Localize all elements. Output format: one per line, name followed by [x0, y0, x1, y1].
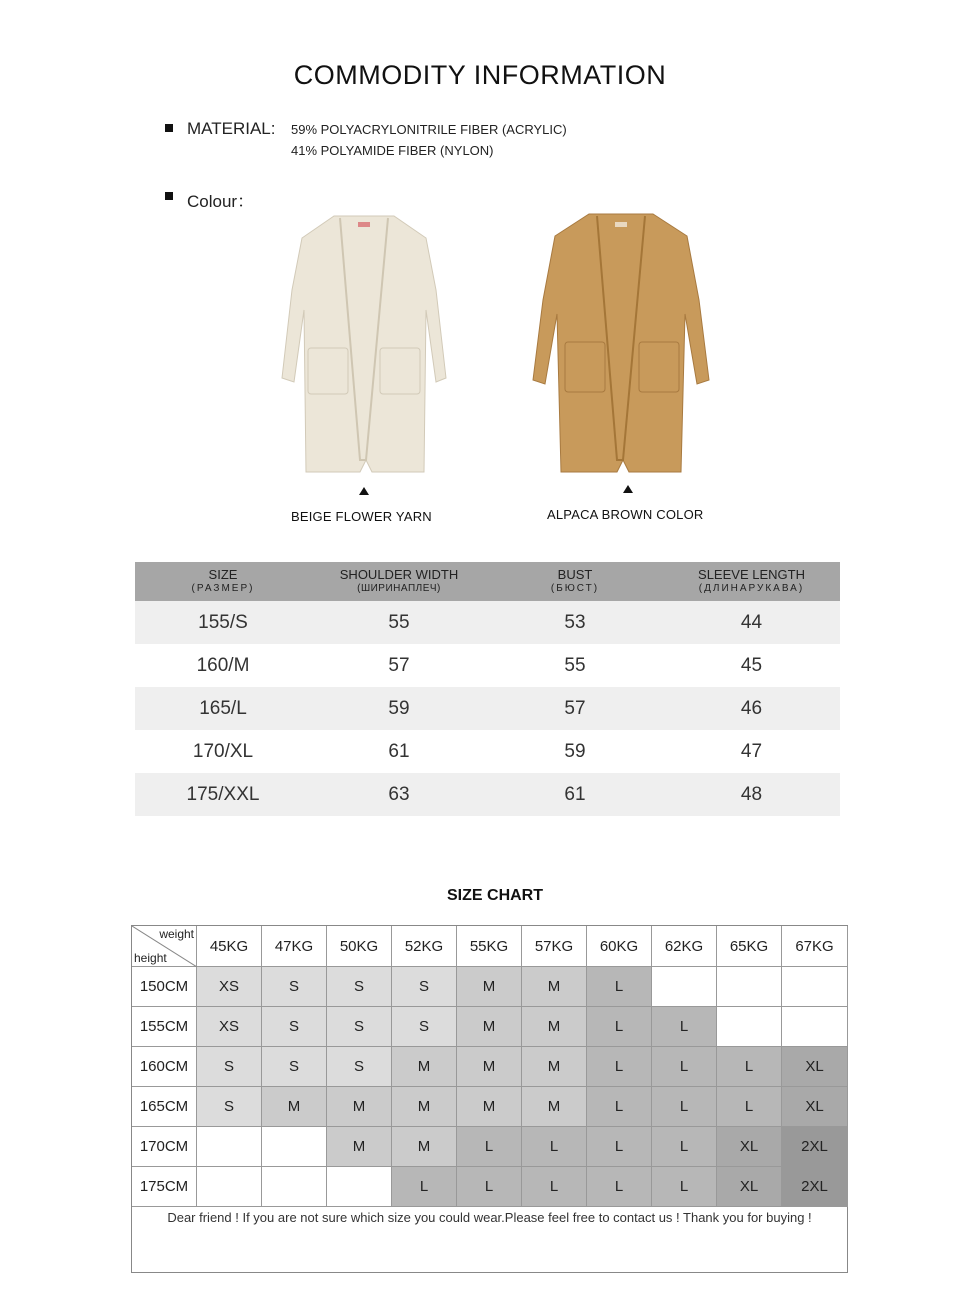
header-shoulder [311, 562, 487, 601]
size-cell: L [587, 1007, 652, 1047]
size-cell: L [457, 1127, 522, 1167]
colour-label: Colour： [187, 192, 255, 211]
header-bust-label: BUST [557, 567, 593, 582]
size-cell: XS [197, 967, 262, 1007]
weight-header: 50KG [327, 926, 392, 967]
size-cell: M [457, 967, 522, 1007]
size-cell [652, 967, 717, 1007]
header-size-sub: (РАЗМЕР) [191, 583, 255, 594]
height-header: 155CM [132, 1007, 197, 1047]
corner-cell [132, 926, 197, 967]
table-row [135, 644, 840, 687]
size-cell [782, 967, 848, 1007]
size-cell: XL [782, 1047, 848, 1087]
beige-cardigan-shape [282, 216, 446, 472]
size-cell: L [717, 1087, 782, 1127]
size-cell: L [587, 1127, 652, 1167]
size-cell: L [457, 1167, 522, 1207]
corner-height-label: height [134, 951, 167, 965]
weight-header: 55KG [457, 926, 522, 967]
size-cell: XL [717, 1127, 782, 1167]
size-cell: L [522, 1127, 587, 1167]
material-line-1: 59% POLYACRYLONITRILE FIBER (ACRYLIC) [291, 122, 567, 137]
table-row [135, 773, 840, 816]
brown-pointer-icon [623, 485, 633, 493]
weight-header: 57KG [522, 926, 587, 967]
shoulder-cell: 61 [388, 740, 410, 762]
size-cell: M [522, 1007, 587, 1047]
size-cell: S [327, 1007, 392, 1047]
header-bust-sub: (БЮСТ) [550, 583, 600, 594]
size-cell: L [652, 1127, 717, 1167]
size-cell: L [587, 1087, 652, 1127]
weight-header: 60KG [587, 926, 652, 967]
size-cell: M [457, 1047, 522, 1087]
header-sleeve [663, 562, 840, 601]
size-cell [717, 1007, 782, 1047]
size-cell: M [457, 1007, 522, 1047]
height-header: 170CM [132, 1127, 197, 1167]
size-cell: S [327, 1047, 392, 1087]
size-cell: 160/M [196, 654, 250, 676]
size-cell: M [457, 1087, 522, 1127]
size-cell: S [262, 967, 327, 1007]
size-cell: L [652, 1087, 717, 1127]
size-cell: L [587, 1047, 652, 1087]
height-header: 175CM [132, 1167, 197, 1207]
size-cell [262, 1167, 327, 1207]
shoulder-cell: 59 [388, 697, 410, 719]
size-cell: XL [717, 1167, 782, 1207]
shoulder-cell: 63 [388, 783, 410, 805]
weight-header: 65KG [717, 926, 782, 967]
header-bust [487, 562, 663, 601]
header-size [135, 562, 311, 601]
size-cell: S [197, 1047, 262, 1087]
brown-caption: ALPACA BROWN COLOR [547, 507, 704, 522]
weight-header: 62KG [652, 926, 717, 967]
size-cell: XL [782, 1087, 848, 1127]
table-row [135, 601, 840, 644]
size-cell [327, 1167, 392, 1207]
size-cell: S [392, 967, 457, 1007]
size-cell: M [262, 1087, 327, 1127]
size-cell: L [587, 1167, 652, 1207]
bust-cell: 59 [564, 740, 586, 762]
sleeve-cell: 44 [740, 611, 763, 633]
size-cell: L [652, 1007, 717, 1047]
size-cell: L [587, 967, 652, 1007]
sleeve-cell: 45 [740, 654, 763, 676]
size-cell: 2XL [782, 1127, 848, 1167]
weight-header: 47KG [262, 926, 327, 967]
size-cell: L [717, 1047, 782, 1087]
size-cell [717, 967, 782, 1007]
size-cell: 165/L [199, 697, 247, 719]
size-cell: M [522, 967, 587, 1007]
table-row [135, 687, 840, 730]
table-row [135, 730, 840, 773]
weight-header: 45KG [197, 926, 262, 967]
sleeve-cell: 47 [740, 740, 763, 762]
sleeve-cell: 46 [740, 697, 763, 719]
shoulder-cell: 55 [388, 611, 410, 633]
size-cell: S [197, 1087, 262, 1127]
bust-cell: 53 [564, 611, 586, 633]
size-cell [197, 1127, 262, 1167]
contact-note: Dear friend ! If you are not sure which size you could wear.Please feel free to contact us ! Thank you for buying ! [167, 1210, 812, 1225]
header-shoulder-label: SHOULDER WIDTH [339, 567, 459, 582]
size-cell: S [262, 1047, 327, 1087]
size-cell: S [392, 1007, 457, 1047]
size-cell: L [652, 1047, 717, 1087]
size-cell [782, 1007, 848, 1047]
size-cell: XS [197, 1007, 262, 1047]
size-cell [262, 1127, 327, 1167]
height-header: 165CM [132, 1087, 197, 1127]
weight-header: 67KG [782, 926, 848, 967]
colour-bullet [165, 192, 173, 200]
size-cell: L [522, 1167, 587, 1207]
height-header: 160CM [132, 1047, 197, 1087]
size-cell: S [262, 1007, 327, 1047]
bust-cell: 61 [564, 783, 586, 805]
size-cell [197, 1167, 262, 1207]
beige-caption: BEIGE FLOWER YARN [291, 509, 432, 524]
page-title: COMMODITY INFORMATION [293, 60, 667, 90]
bust-cell: 55 [564, 654, 586, 676]
size-cell: M [327, 1127, 392, 1167]
beige-cardigan-image [276, 210, 452, 478]
size-chart-title: SIZE CHART [447, 887, 543, 904]
shoulder-cell: 57 [388, 654, 410, 676]
size-cell: L [652, 1167, 717, 1207]
size-cell: M [522, 1087, 587, 1127]
header-size-label: SIZE [208, 567, 238, 582]
size-cell: 175/XXL [186, 783, 260, 805]
corner-weight-label: weight [159, 927, 194, 941]
size-chart-grid [131, 925, 848, 1273]
weight-header: 52KG [392, 926, 457, 967]
beige-pointer-icon [359, 487, 369, 495]
size-cell: 170/XL [192, 740, 254, 762]
size-cell: 155/S [198, 611, 248, 633]
material-line-2: 41% POLYAMIDE FIBER (NYLON) [291, 143, 494, 158]
header-sleeve-label: SLEEVE LENGTH [698, 567, 805, 582]
header-sleeve-sub: (ДЛИНАРУКАВА) [698, 583, 805, 594]
material-label: MATERIAL: [187, 119, 276, 138]
height-header: 150CM [132, 967, 197, 1007]
size-cell: 2XL [782, 1167, 848, 1207]
size-cell: L [392, 1167, 457, 1207]
header-shoulder-sub: (ШИРИНАПЛЕЧ) [357, 583, 441, 594]
size-cell: M [392, 1047, 457, 1087]
measurement-header [135, 562, 840, 601]
size-cell: M [327, 1087, 392, 1127]
brown-cardigan-shape [533, 214, 709, 472]
bust-cell: 57 [564, 697, 586, 719]
size-cell: M [392, 1127, 457, 1167]
brown-cardigan-image [529, 210, 713, 476]
size-cell: M [522, 1047, 587, 1087]
sleeve-cell: 48 [740, 783, 763, 805]
size-cell: S [327, 967, 392, 1007]
material-bullet [165, 124, 173, 132]
size-cell: M [392, 1087, 457, 1127]
measurement-table [135, 562, 840, 816]
